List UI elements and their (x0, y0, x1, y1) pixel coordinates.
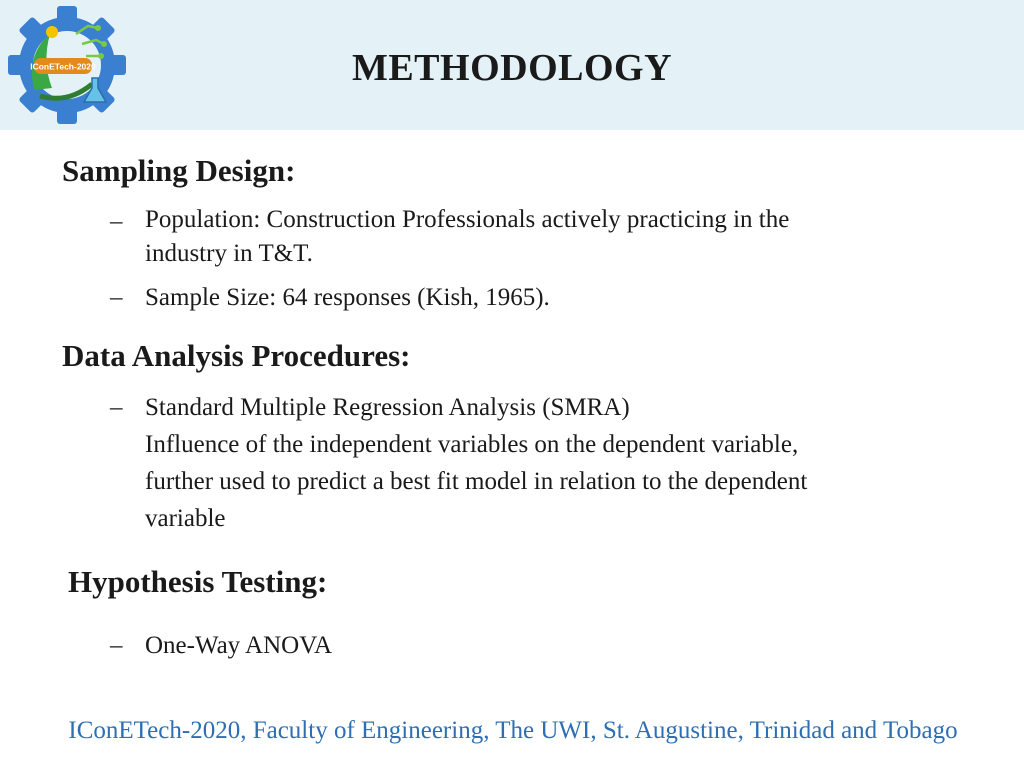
slide-header (0, 0, 1024, 130)
bullet-text-line: Influence of the independent variables on the dependent variable, (145, 431, 799, 458)
bullet-text-line: variable (145, 505, 226, 532)
bullet-text-line: further used to predict a best fit model in relation to the dependent (145, 468, 808, 495)
bullet-text-line: One-Way ANOVA (145, 632, 333, 659)
bullet-dash: – (110, 394, 123, 421)
logo-text: IConETech-2020 (30, 61, 96, 72)
bullet-text-line: Population: Construction Professionals actively practicing in the (145, 206, 790, 233)
bullet-text-line: Sample Size: 64 responses (Kish, 1965). (145, 284, 550, 311)
section-heading-sampling-design: Sampling Design: (62, 153, 296, 188)
slide-footer: IConETech-2020, Faculty of Engineering, The UWI, St. Augustine, Trinidad and Tobago (68, 717, 958, 744)
section-heading-hypothesis-testing: Hypothesis Testing: (68, 564, 328, 599)
bullet-text-line: Standard Multiple Regression Analysis (SMRA) (145, 394, 630, 421)
bullet-dash: – (110, 284, 123, 311)
slide-title: METHODOLOGY (351, 47, 673, 89)
bullet-text-line: industry in T&T. (145, 240, 313, 267)
bullet-dash: – (110, 208, 123, 235)
section-heading-data-analysis: Data Analysis Procedures: (62, 338, 411, 373)
bullet-dash: – (110, 632, 123, 659)
